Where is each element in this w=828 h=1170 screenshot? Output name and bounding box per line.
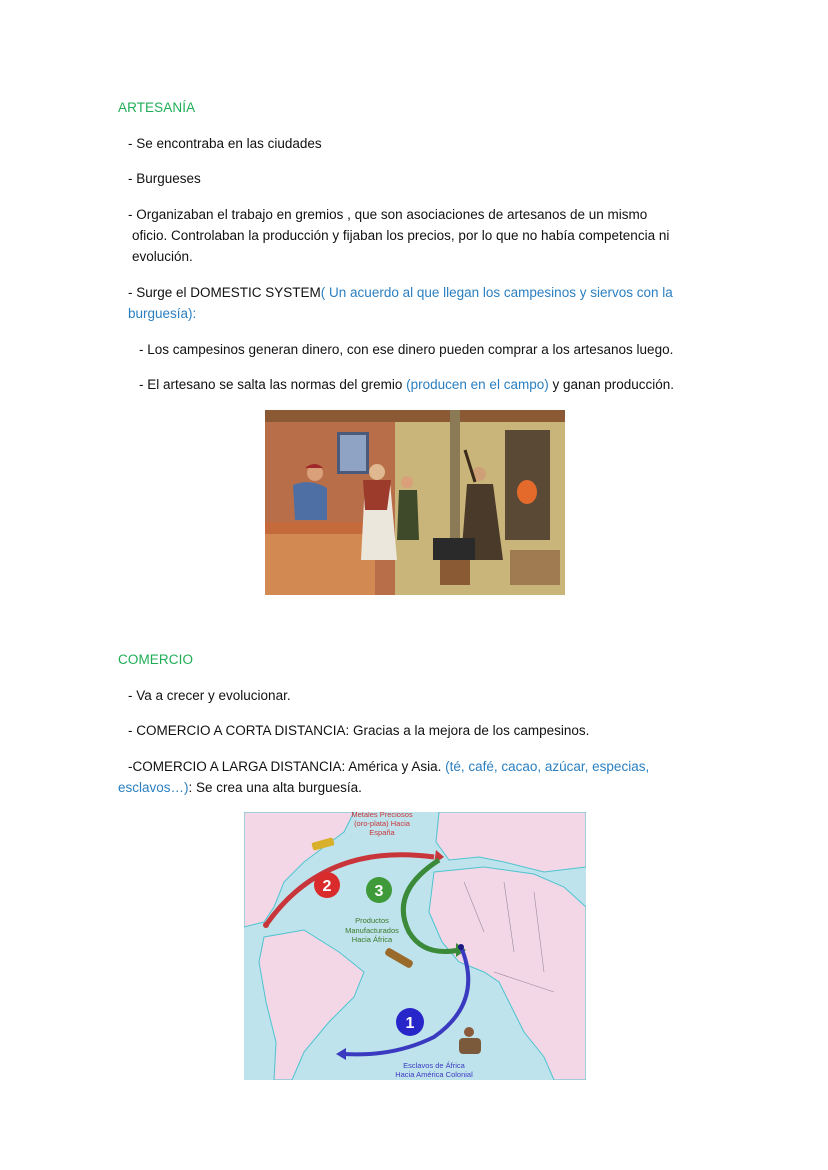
sub-bullet-item (139, 374, 674, 395)
bullet-item-line: evolución. (132, 249, 193, 264)
bullet-item: - Va a crecer y evolucionar. (128, 688, 291, 703)
bullet-item (128, 756, 649, 777)
artisan-workshop-image (265, 410, 565, 595)
blue-note: (té, café, cacao, azúcar, especias, (445, 759, 650, 774)
bullet-item: - COMERCIO A CORTA DISTANCIA: Gracias a la mejora de los campesinos. (128, 723, 590, 738)
label-line: Hacia África (351, 935, 393, 944)
blue-note: esclavos…) (118, 780, 189, 795)
bullet-item: - Burgueses (128, 171, 201, 186)
red-route-label (342, 812, 422, 837)
bullet-item-line (118, 777, 362, 798)
text-span: - Surge el DOMESTIC SYSTEM (128, 285, 321, 300)
text-span: -COMERCIO A LARGA DISTANCIA: América y Asia. (128, 759, 446, 774)
sub-bullet-item: - Los campesinos generan dinero, con ese dinero pueden comprar a los artesanos luego. (139, 342, 674, 357)
blue-note: (producen en el campo) (406, 377, 549, 392)
svg-text:1: 1 (405, 1015, 415, 1032)
label-line: Manufacturados (345, 925, 399, 935)
painting-illustration (265, 410, 565, 595)
label-line: España (369, 828, 395, 837)
blue-note: ( Un acuerdo al que llegan los campesinos y siervos con la (320, 285, 673, 300)
label-line: (oro-plata) Hacia (354, 819, 410, 828)
section-heading-comercio: COMERCIO (118, 652, 194, 667)
svg-text:3: 3 (374, 883, 384, 900)
label-line: Metales Preciosos (351, 812, 413, 819)
green-route-label (336, 916, 408, 945)
triangular-trade-map (244, 812, 586, 1080)
label-line: Productos (355, 916, 389, 925)
domestic-system-item (128, 282, 673, 303)
text-span: : Se crea una alta burguesía. (188, 780, 362, 795)
label-line: Esclavos de África (403, 1061, 465, 1070)
bullet-item: - Se encontraba en las ciudades (128, 136, 322, 151)
text-span: y ganan producción. (548, 377, 675, 392)
blue-route-label (384, 1061, 484, 1079)
map-illustration (244, 812, 586, 1080)
text-span: - El artesano se salta las normas del gremio (139, 377, 407, 392)
bullet-item-line: - Organizaban el trabajo en gremios , que son asociaciones de artesanos de un mismo (128, 207, 648, 222)
svg-text:2: 2 (322, 878, 332, 895)
label-line: Hacia América Colonial (395, 1070, 473, 1079)
bullet-item-line: oficio. Controlaban la producción y fijaban los precios, por lo que no había competencia ni (132, 228, 670, 243)
section-heading-artesania: ARTESANÍA (118, 100, 196, 115)
blue-note: burguesía): (128, 306, 197, 321)
